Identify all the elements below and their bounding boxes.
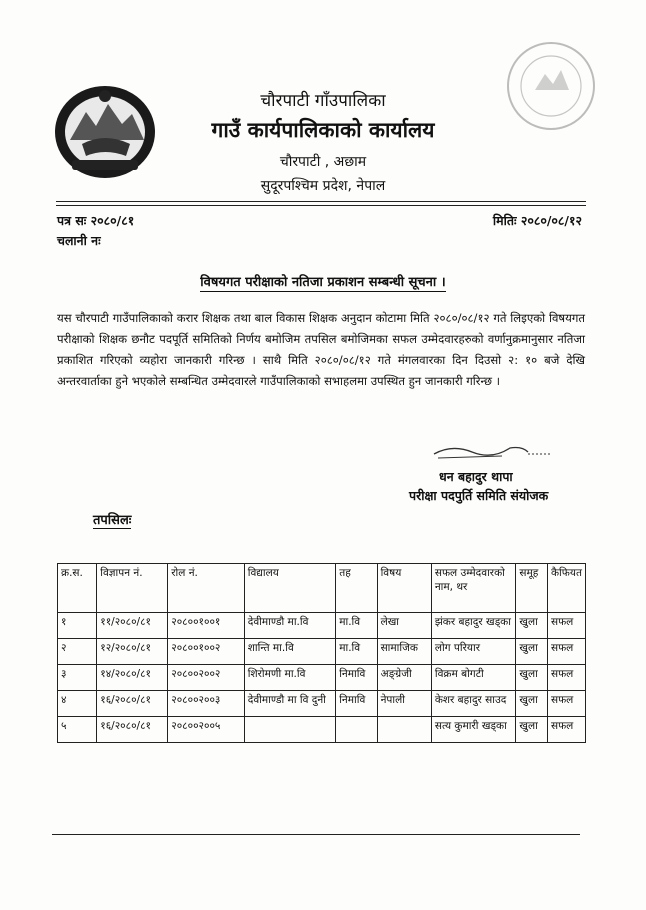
table-cell: २०८००१००२ [168, 639, 245, 665]
table-cell: सत्य कुमारी खड्का [431, 717, 516, 743]
col-header-group: समूह [516, 564, 548, 613]
table-cell: मा.वि [336, 639, 377, 665]
table-cell: निमावि [336, 691, 377, 717]
table-cell: निमावि [336, 665, 377, 691]
table-cell: सफल [547, 665, 585, 691]
header-divider [56, 201, 586, 202]
table-row [58, 613, 586, 639]
table-cell: अङ्ग्रेजी [377, 665, 431, 691]
table-cell: १४/२०८०/८१ [97, 665, 168, 691]
table-cell: खुला [516, 613, 548, 639]
table-cell: लेखा [377, 613, 431, 639]
table-cell: सफल [547, 691, 585, 717]
col-header-advert: विज्ञापन नं. [97, 564, 168, 613]
subject-line [0, 272, 646, 290]
table-cell: खुला [516, 691, 548, 717]
table-cell: २०८००२००३ [168, 691, 245, 717]
col-header-sn: क्र.स. [58, 564, 97, 613]
reference-number: पत्र सः २०८०/८१ [57, 213, 135, 228]
col-header-remarks: कैफियत [547, 564, 585, 613]
table-row [58, 691, 586, 717]
table-cell: २०८००१००१ [168, 613, 245, 639]
table-cell [244, 717, 335, 743]
table-cell: ५ [58, 717, 97, 743]
table-cell: सामाजिक [377, 639, 431, 665]
table-cell: २ [58, 639, 97, 665]
footer-divider [52, 834, 580, 835]
col-header-roll: रोल नं. [168, 564, 245, 613]
table-cell: खुला [516, 665, 548, 691]
table-cell: सफल [547, 613, 585, 639]
table-cell: खुला [516, 639, 548, 665]
signatory-title: परीक्षा पदपुर्ति समिति संयोजक [409, 488, 549, 503]
annex-label: तपसिलः [93, 510, 131, 529]
signatory-name: धन बहादुर थापा [439, 469, 513, 484]
table-cell: केशर बहादुर साउद [431, 691, 516, 717]
subject-text: विषयगत परीक्षाको नतिजा प्रकाशन सम्बन्धी सूचना । [200, 275, 446, 290]
results-table [57, 563, 586, 743]
table-cell: विक्रम बोगटी [431, 665, 516, 691]
table-row [58, 717, 586, 743]
table-cell: झंकर बहादुर खड्का [431, 613, 516, 639]
table-cell: देवीमाण्डौ मा वि दुनी [244, 691, 335, 717]
table-cell [377, 717, 431, 743]
table-cell: ४ [58, 691, 97, 717]
table-cell: शान्ति मा.वि [244, 639, 335, 665]
table-cell: १६/२०८०/८१ [97, 691, 168, 717]
table-cell: ३ [58, 665, 97, 691]
table-cell: मा.वि [336, 613, 377, 639]
header-divider-2 [56, 205, 586, 206]
table-header-row [58, 564, 586, 613]
province-country: सुदूरपश्चिम प्रदेश, नेपाल [260, 178, 386, 194]
table-cell: १२/२०८०/८१ [97, 639, 168, 665]
notice-body: यस चौरपाटी गाउँपालिकाको करार शिक्षक तथा बाल विकास शिक्षक अनुदान कोटामा मिति २०८०/०८/१२ गते लिइएको विषयगत परीक्षाको शिक्षक छनौट पदपूर्ति समितिको निर्णय बमोजिम तपसिल बमोजिमका सफल उम्मेदवारहरुको वर्णानुक्रमानुसार नतिजा प्रकाशित गरिएको व्यहोरा जानकारी गरिन्छ । साथै मिति २०८०/०८/१२ गते मंगलवारका दिन दिउसो २: १० बजे देखि अन्तरवार्ताका हुने भएकोले सम्बन्धित उम्मेदवारले गाउँपालिकाको सभाहलमा उपस्थित हुन जानकारी गरिन्छ । [57, 311, 585, 388]
table-cell: २०८००२००५ [168, 717, 245, 743]
handwritten-signature [432, 440, 552, 462]
table-cell: १ [58, 613, 97, 639]
municipality-name: चौरपाटी गाँउपालिका [260, 91, 386, 111]
table-cell: नेपाली [377, 691, 431, 717]
col-header-candidate: सफल उम्मेदवारको नाम, थर [431, 564, 516, 613]
table-cell [336, 717, 377, 743]
dispatch-number: चलानी नः [57, 233, 101, 248]
letter-date: मितिः २०८०/०८/१२ [492, 213, 582, 228]
table-cell: २०८००२००२ [168, 665, 245, 691]
office-title: गाउँ कार्यपालिकाको कार्यालय [211, 118, 435, 142]
col-header-level: तह [336, 564, 377, 613]
table-cell: १६/२०८०/८१ [97, 717, 168, 743]
table-cell: ११/२०८०/८१ [97, 613, 168, 639]
office-address: चौरपाटी , अछाम [279, 154, 367, 170]
table-cell: सफल [547, 717, 585, 743]
table-row [58, 665, 586, 691]
table-cell: लोग परियार [431, 639, 516, 665]
table-cell: शिरोमणी मा.वि [244, 665, 335, 691]
col-header-school: विद्यालय [244, 564, 335, 613]
col-header-subject: विषय [377, 564, 431, 613]
table-cell: खुला [516, 717, 548, 743]
table-cell: देवीमाण्डौ मा.वि [244, 613, 335, 639]
table-row [58, 639, 586, 665]
table-cell: सफल [547, 639, 585, 665]
